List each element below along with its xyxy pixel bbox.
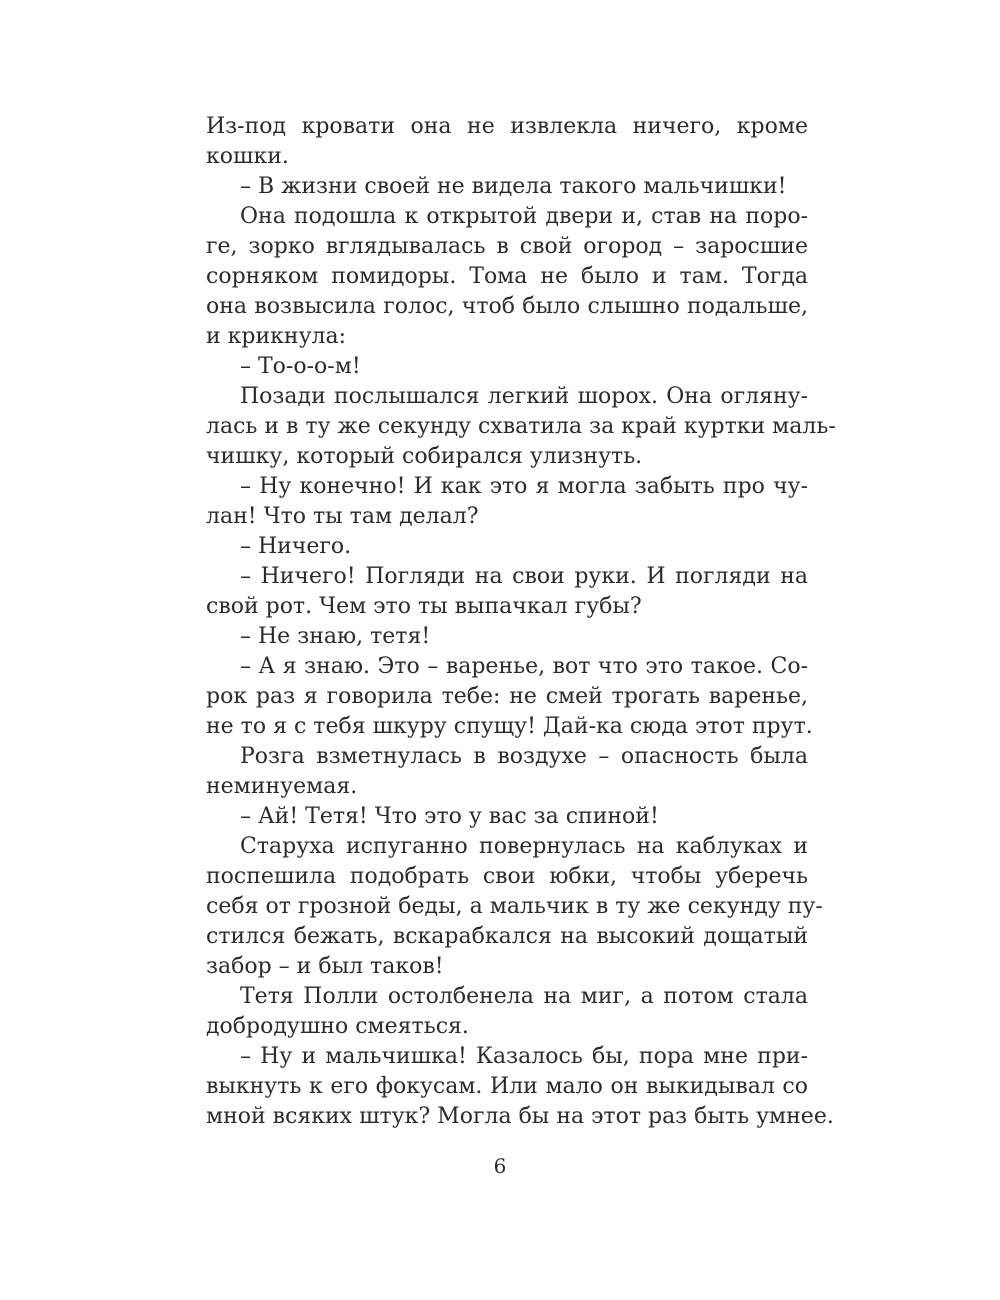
text-line: мной всяких штук? Могла бы на этот раз быть умнее. bbox=[206, 1104, 834, 1129]
text-line: чишку, который собирался улизнуть. bbox=[206, 444, 643, 469]
text-line: добродушно смеяться. bbox=[206, 1014, 469, 1039]
text-line: – Ничего. bbox=[240, 534, 352, 559]
text-line: – Ну конечно! И как это я могла забыть про чу- bbox=[240, 474, 808, 499]
text-line: свой рот. Чем это ты выпачкал губы? bbox=[206, 594, 642, 619]
text-line: не то я с тебя шкуру спущу! Дай-ка сюда этот прут. bbox=[206, 714, 813, 739]
body-text bbox=[206, 112, 836, 1132]
text-line: – В жизни своей не видела такого мальчишки! bbox=[240, 174, 787, 199]
text-line: стился бежать, вскарабкался на высокий дощатый bbox=[206, 924, 808, 949]
text-line: Тетя Полли остолбенела на миг, а потом стала bbox=[240, 984, 808, 1009]
text-line: – Не знаю, тетя! bbox=[240, 624, 431, 649]
text-line: сорняком помидоры. Тома не было и там. Тогда bbox=[206, 264, 808, 289]
text-line: поспешила подобрать свои юбки, чтобы уберечь bbox=[206, 864, 808, 889]
text-line: – А я знаю. Это – варенье, вот что это такое. Со- bbox=[240, 654, 808, 679]
text-line: рок раз я говорила тебе: не смей трогать варенье, bbox=[206, 684, 808, 709]
text-line: выкнуть к его фокусам. Или мало он выкидывал со bbox=[206, 1074, 808, 1099]
text-line: забор – и был таков! bbox=[206, 954, 444, 979]
text-line: – Ай! Тетя! Что это у вас за спиной! bbox=[240, 804, 659, 829]
text-line: и крикнула: bbox=[206, 324, 347, 349]
page-number: 6 bbox=[493, 1154, 507, 1178]
text-line: Старуха испуганно повернулась на каблуках и bbox=[240, 834, 808, 859]
text-line: – Ну и мальчишка! Казалось бы, пора мне при- bbox=[240, 1044, 808, 1069]
text-line: себя от грозной беды, а мальчик в ту же секунду пу- bbox=[206, 894, 823, 919]
text-line: Из-под кровати она не извлекла ничего, кроме bbox=[206, 114, 808, 139]
text-line: Розга взметнулась в воздухе – опасность была bbox=[240, 744, 808, 769]
text-line: Позади послышался легкий шорох. Она огляну- bbox=[240, 384, 808, 409]
text-line: лась и в ту же секунду схватила за край куртки маль- bbox=[206, 414, 836, 439]
text-line: – То-о-о-м! bbox=[240, 354, 361, 379]
text-line: кошки. bbox=[206, 144, 289, 169]
text-line: – Ничего! Погляди на свои руки. И погляди на bbox=[240, 564, 808, 589]
text-line: неминуемая. bbox=[206, 774, 358, 799]
text-line: ге, зорко вглядывалась в свой огород – заросшие bbox=[206, 234, 808, 259]
text-line: она возвысила голос, чтоб было слышно подальше, bbox=[206, 294, 808, 319]
text-line: Она подошла к открытой двери и, став на поро- bbox=[240, 204, 808, 229]
text-line: лан! Что ты там делал? bbox=[206, 504, 479, 529]
